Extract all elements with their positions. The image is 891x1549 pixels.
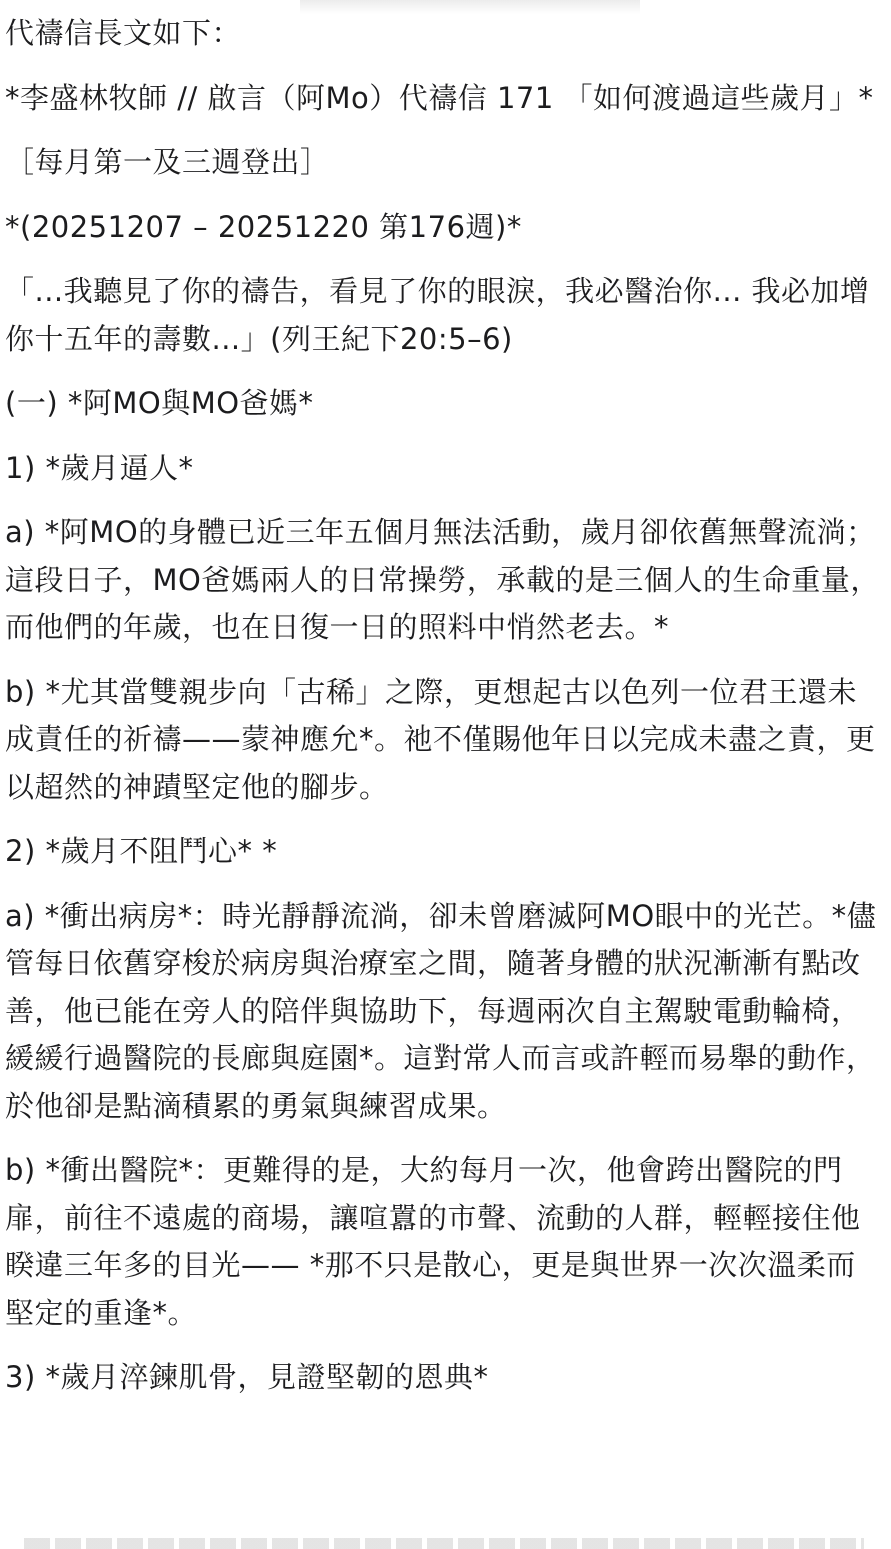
date-range: *(20251207 – 20251220 第176週)* bbox=[5, 209, 522, 244]
schedule-note: ［每月第一及三週登出］ bbox=[5, 145, 330, 179]
letter-title: *李盛林牧師 // 啟言（阿Mo）代禱信 171 「如何渡過這些歲月」* bbox=[5, 80, 874, 115]
cropped-next-line bbox=[0, 1530, 891, 1549]
intro-line: 代禱信長文如下： bbox=[5, 16, 242, 50]
point-2a-paragraph: a) *衝出病房*：時光靜靜流淌，卻未曾磨滅阿MO眼中的光芒。*儘管每日依舊穿梭於病房與治療室之間，隨著身體的狀況漸漸有點改善，他已能在旁人的陪伴與協助下，每週兩次自主駕駛電動輪椅，緩緩行過醫院的長廊與庭園*。這對常人而言或許輕而易舉的動作，於他卻是點滴積累的勇氣與練習成果。 bbox=[5, 898, 877, 1123]
bible-verse: 「...我聽見了你的禱告，看見了你的眼淚，我必醫治你... 我必加增你十五年的壽數...」(列王紀下20:5–6) bbox=[5, 274, 870, 356]
point-1b-paragraph: b) *尤其當雙親步向「古稀」之際，更想起古以色列一位君王還未成責任的祈禱——蒙神應允*。祂不僅賜他年日以完成未盡之責，更以超然的神蹟堅定他的腳步。 bbox=[5, 674, 876, 804]
point-2b-paragraph: b) *衝出醫院*：更難得的是，大約每月一次，他會跨出醫院的門扉，前往不遠處的商場，讓喧囂的市聲、流動的人群，輕輕接住他睽違三年多的目光—— *那不只是散心，更是與世界一次次溫柔而堅定的重逢*。 bbox=[5, 1153, 861, 1330]
section-1-heading: (一) *阿MO與MO爸媽* bbox=[5, 386, 314, 420]
point-3-heading: 3) *歲月淬鍊肌骨，見證堅韌的恩典* bbox=[5, 1360, 489, 1394]
prayer-letter-text bbox=[5, 10, 885, 1419]
point-2-heading: 2) *歲月不阻鬥心* * bbox=[5, 834, 278, 868]
point-1a-paragraph: a) *阿MO的身體已近三年五個月無法活動，歲月卻依舊無聲流淌；這段日子，MO爸媽兩人的日常操勞，承載的是三個人的生命重量，而他們的年歲，也在日復一日的照料中悄然老去。* bbox=[5, 515, 880, 644]
cropped-text-fragment bbox=[24, 1538, 864, 1549]
point-1-heading: 1) *歲月逼人* bbox=[5, 450, 194, 485]
